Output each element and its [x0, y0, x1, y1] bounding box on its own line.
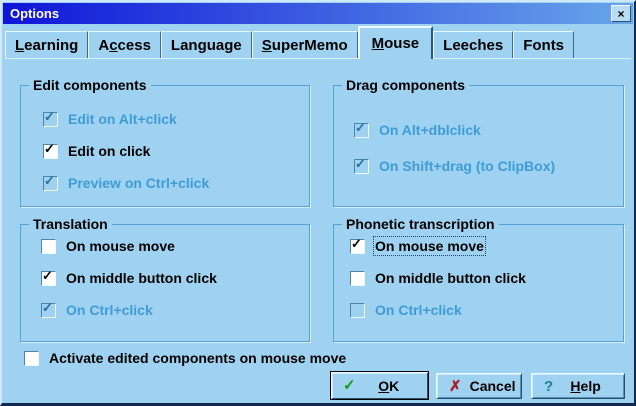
checkbox-translation-on-mouse-move[interactable]	[41, 238, 175, 254]
checkbox-box	[41, 267, 56, 286]
check-icon: ✓	[44, 108, 55, 124]
checkbox-activate-edited-components[interactable]	[24, 350, 346, 366]
tab-learning[interactable]: Learning	[5, 31, 88, 58]
check-icon: ✓	[44, 172, 55, 188]
checkbox-edit-on-click[interactable]	[43, 140, 151, 159]
group-title: Edit components	[29, 77, 151, 93]
tab-supermemo[interactable]: SuperMemo	[252, 31, 358, 58]
group-phonetic-transcription	[333, 216, 624, 342]
checkbox-phonetic-on-ctrl-click[interactable]	[350, 302, 462, 318]
check-icon: ✓	[42, 299, 53, 315]
ok-button-label: OK	[378, 377, 400, 394]
x-icon: ✗	[449, 377, 462, 395]
checkbox-box	[354, 155, 369, 174]
title-bar	[3, 3, 633, 24]
checkbox-edit-on-alt-click[interactable]	[43, 108, 177, 127]
checkbox-box	[41, 239, 56, 254]
help-button[interactable]	[531, 373, 625, 399]
checkbox-label: On Ctrl+click	[375, 302, 462, 318]
close-button[interactable]	[611, 5, 631, 22]
check-icon: ✓	[355, 155, 366, 171]
checkbox-box	[354, 119, 369, 138]
checkbox-label: On Shift+drag (to ClipBox)	[379, 158, 556, 174]
check-icon: ✓	[44, 140, 55, 156]
checkbox-phonetic-on-middle-button-click[interactable]	[350, 270, 526, 286]
checkbox-box	[43, 108, 58, 127]
close-icon: ×	[617, 6, 625, 21]
checkbox-label: Preview on Ctrl+click	[68, 175, 210, 191]
check-icon: ✓	[355, 119, 366, 135]
checkbox-box	[350, 303, 365, 318]
checkbox-preview-on-ctrl-click[interactable]	[43, 172, 210, 191]
checkbox-label: On Alt+dblclick	[379, 122, 481, 138]
group-translation	[20, 216, 310, 342]
ok-button[interactable]	[330, 371, 429, 400]
group-edit-components	[20, 77, 310, 207]
checkbox-box	[24, 351, 39, 366]
group-title: Phonetic transcription	[342, 216, 499, 232]
checkbox-label: Edit on click	[68, 143, 151, 159]
checkbox-on-alt-dblclick[interactable]	[354, 119, 481, 138]
checkbox-label: On Ctrl+click	[66, 302, 153, 318]
checkbox-box	[41, 299, 56, 318]
checkbox-box	[350, 271, 365, 286]
checkbox-box	[350, 235, 365, 254]
tab-access[interactable]: Access	[88, 31, 161, 58]
checkbox-label: On mouse move	[375, 238, 484, 254]
checkbox-translation-on-middle-button-click[interactable]	[41, 267, 217, 286]
checkbox-label: Activate edited components on mouse move	[49, 350, 347, 366]
window-title: Options	[10, 6, 60, 21]
help-button-label: Help	[570, 378, 601, 394]
checkbox-box	[43, 172, 58, 191]
checkbox-on-shift-drag[interactable]	[354, 155, 556, 174]
check-icon: ✓	[42, 267, 53, 283]
checkbox-box	[43, 140, 58, 159]
checkbox-translation-on-ctrl-click[interactable]	[41, 299, 153, 318]
cancel-button-label: Cancel	[469, 378, 516, 394]
cancel-button[interactable]	[436, 373, 522, 399]
group-drag-components	[333, 77, 624, 207]
checkbox-phonetic-on-mouse-move[interactable]	[350, 235, 484, 254]
group-title: Translation	[29, 216, 112, 232]
tab-mouse[interactable]: Mouse	[358, 26, 434, 59]
checkbox-label: Edit on Alt+click	[68, 111, 177, 127]
checkbox-label: On middle button click	[66, 270, 217, 286]
check-icon: ✓	[351, 235, 362, 251]
tab-fonts[interactable]: Fonts	[513, 31, 574, 58]
question-icon: ?	[544, 377, 554, 395]
tab-language[interactable]: Language	[161, 31, 252, 58]
tab-bar	[5, 27, 631, 59]
check-icon: ✓	[343, 377, 356, 394]
checkbox-label: On middle button click	[375, 270, 526, 286]
tab-leeches[interactable]: Leeches	[433, 31, 513, 58]
checkbox-label: On mouse move	[66, 238, 175, 254]
group-title: Drag components	[342, 77, 469, 93]
